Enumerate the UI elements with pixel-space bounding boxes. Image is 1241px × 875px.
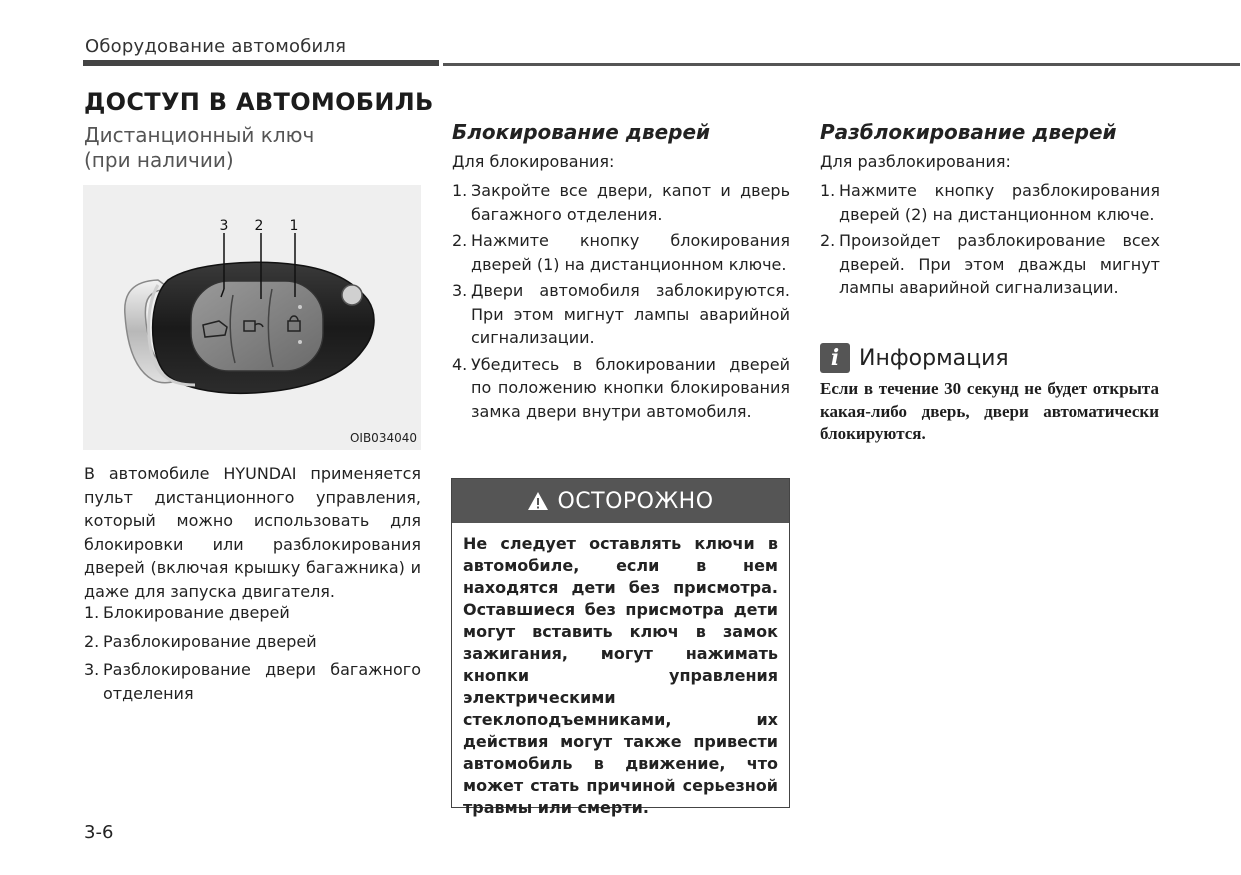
subsection-title-line1: Дистанционный ключ — [84, 123, 315, 147]
locking-heading: Блокирование дверей — [452, 120, 711, 144]
info-header — [820, 343, 1009, 373]
warning-header — [452, 479, 789, 523]
warning-triangle-icon — [527, 491, 549, 511]
running-header: Оборудование автомобиля — [85, 36, 347, 57]
list-item: 2. Произойдет разблокирование всех дверей. При этом дважды мигнут лампы аварийной сигнализации. — [820, 231, 1160, 297]
callout-3: 3 — [219, 218, 229, 234]
subsection-title-line2: (при наличии) — [84, 148, 234, 172]
list-item: 3. Двери автомобиля заблокируются. При этом мигнут лампы аварийной сигнализации. — [452, 281, 790, 347]
locking-intro: Для блокирования: — [452, 152, 615, 171]
warning-text: Не следует оставлять ключи в автомобиле, если в нем находятся дети без присмотра. Оставшиеся без присмотра дети могут вставить ключ в замок зажигания, могут нажимать кнопки управления электрическими стеклоподъемниками, их действия могут также привести автомобиль в движение, что может стать причиной серьезной травмы или смерти. — [463, 534, 778, 817]
locking-steps — [452, 179, 790, 426]
warning-title: ОСТОРОЖНО — [557, 488, 714, 514]
unlocking-heading: Разблокирование дверей — [820, 120, 1117, 144]
callout-2: 2 — [254, 218, 264, 234]
list-item: 1. Нажмите кнопку разблокирования дверей (2) на дистанционном ключе. — [820, 181, 1160, 224]
list-item: 3. Разблокирование двери багажного отделения — [84, 660, 421, 703]
key-buttons-list — [84, 601, 421, 710]
key-fob-figure — [83, 185, 421, 450]
list-item: 1. Закройте все двери, капот и дверь багажного отделения. — [452, 181, 790, 224]
section-title: ДОСТУП В АВТОМОБИЛЬ — [84, 88, 434, 116]
subsection-title — [84, 123, 314, 173]
list-item: 2. Нажмите кнопку блокирования дверей (1) на дистанционном ключе. — [452, 231, 790, 274]
callout-1: 1 — [289, 218, 299, 234]
header-rule-thick — [83, 60, 439, 66]
page-number: 3-6 — [84, 822, 114, 843]
list-item: 1. Блокирование дверей — [84, 603, 290, 622]
unlocking-steps — [820, 179, 1160, 303]
key-fob-illustration — [83, 185, 421, 450]
intro-paragraph: В автомобиле HYUNDAI применяется пульт дистанционного управления, который можно использовать для блокировки или разблокирования дверей (включая крышку багажника) и даже для запуска двигателя. — [84, 464, 421, 601]
figure-code: OIB034040 — [349, 431, 417, 445]
warning-box — [451, 478, 790, 817]
unlocking-intro: Для разблокирования: — [820, 152, 1011, 171]
header-rule-thin — [443, 63, 1240, 66]
info-text: Если в течение 30 секунд не будет открыта какая-либо дверь, двери автоматически блокируются. — [820, 379, 1159, 443]
list-item: 4. Убедитесь в блокировании дверей по положению кнопки блокирования замка двери внутри автомобиля. — [452, 354, 790, 421]
info-icon: i — [820, 343, 850, 373]
list-item: 2. Разблокирование дверей — [84, 631, 317, 651]
info-title: Информация — [859, 345, 1009, 371]
